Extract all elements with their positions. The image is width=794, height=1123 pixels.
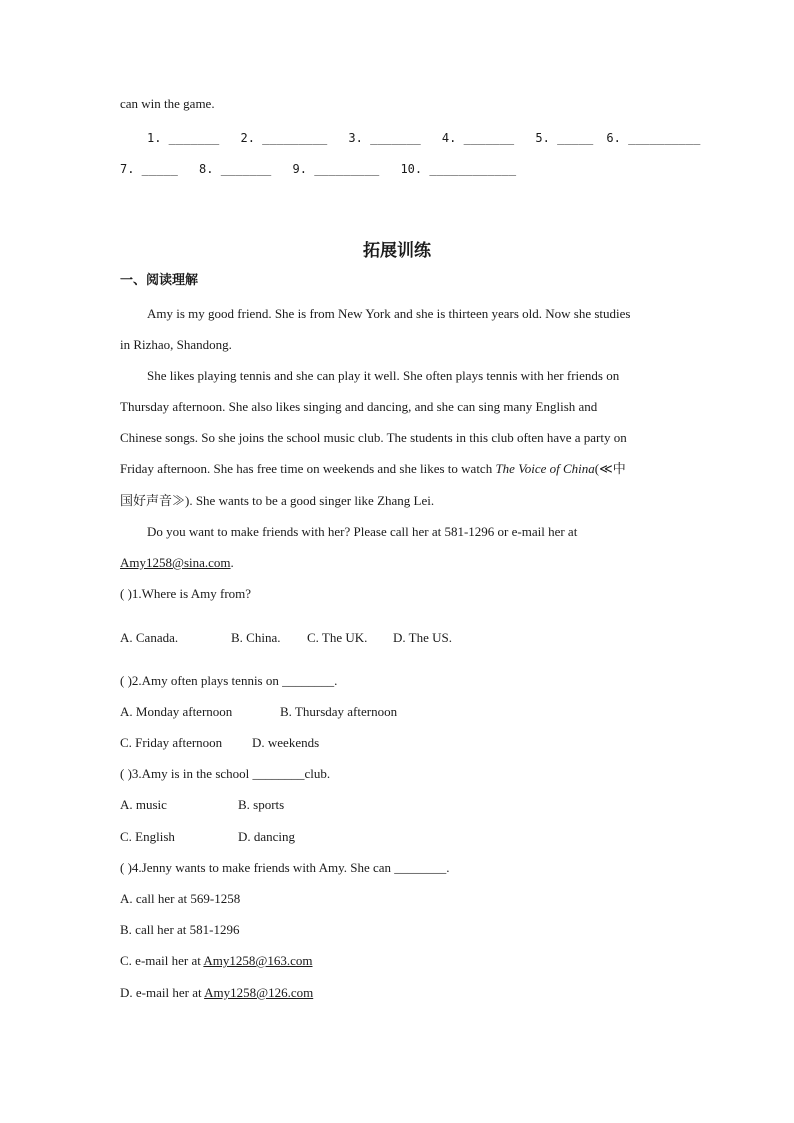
passage-line: She likes playing tennis and she can play it well. She often plays tennis with her friends on [147,368,620,383]
passage-text: Friday afternoon. She has free time on weekends and she likes to watch [120,461,496,476]
question-stem: ( )2.Amy often plays tennis on ________. [120,673,338,688]
question-options [120,828,295,846]
question-stem: ( )4.Jenny wants to make friends with Amy. She can ________. [120,860,450,875]
option-d[interactable] [120,984,313,1002]
option-text: D. e-mail her at [120,985,205,1000]
passage-line [120,554,234,572]
passage-line: in Rizhao, Shandong. [120,337,232,352]
option-c[interactable]: C. Friday afternoon [120,735,223,750]
answer-blanks-row-2 [120,160,530,178]
option-d[interactable]: D. The US. [393,630,452,645]
question-options [120,734,319,752]
email-link[interactable]: Amy1258@sina.com [120,555,231,570]
blank-10[interactable]: 10. ____________ [400,162,517,176]
blank-5[interactable]: 5. _____ [535,131,594,145]
email-link[interactable]: Amy1258@163.com [203,953,313,968]
blank-9[interactable]: 9. _________ [292,162,380,176]
passage-line: 国好声音≫). She wants to be a good singer like Zhang Lei. [120,493,435,508]
section-title: 拓展训练 [363,241,431,261]
option-b[interactable]: B. Thursday afternoon [280,704,398,719]
passage-line: Chinese songs. So she joins the school music club. The students in this club often have a party on [120,430,627,445]
part-heading: 一、阅读理解 [120,273,199,288]
question-stem: ( )1.Where is Amy from? [120,586,252,601]
passage-text: . [230,555,234,570]
passage-line [120,460,626,478]
answer-blanks-row-1 [147,129,714,147]
top-line: can win the game. [120,96,215,111]
option-c[interactable] [120,952,313,970]
option-c[interactable]: C. The UK. [307,630,368,645]
question-options [120,629,452,647]
blank-4[interactable]: 4. _______ [441,131,515,145]
option-b[interactable]: B. call her at 581-1296 [120,922,240,937]
option-c[interactable]: C. English [120,829,175,844]
blank-3[interactable]: 3. _______ [348,131,421,145]
question-stem: ( )3.Amy is in the school ________club. [120,766,331,781]
show-title: The Voice of China [495,461,595,476]
blank-2[interactable]: 2. _________ [240,131,328,145]
blank-6[interactable]: 6. __________ [606,131,701,145]
option-d[interactable]: D. dancing [238,829,296,844]
email-link[interactable]: Amy1258@126.com [204,985,314,1000]
option-b[interactable]: B. China. [231,630,281,645]
blank-7[interactable]: 7. _____ [120,162,178,176]
option-a[interactable]: A. Monday afternoon [120,704,233,719]
blank-1[interactable]: 1. _______ [147,131,220,145]
question-options [120,796,284,814]
option-a[interactable]: A. music [120,797,167,812]
option-a[interactable]: A. call her at 569-1258 [120,891,241,906]
blank-8[interactable]: 8. _______ [199,162,272,176]
passage-line: Amy is my good friend. She is from New York and she is thirteen years old. Now she studies [147,306,631,321]
question-options [120,703,397,721]
option-a[interactable]: A. Canada. [120,630,179,645]
option-text: C. e-mail her at [120,953,204,968]
passage-line: Thursday afternoon. She also likes singing and dancing, and she can sing many English and [120,399,598,414]
passage-text: (≪中 [594,461,626,476]
passage-line: Do you want to make friends with her? Please call her at 581-1296 or e-mail her at [147,524,578,539]
option-d[interactable]: D. weekends [252,735,320,750]
option-b[interactable]: B. sports [238,797,285,812]
